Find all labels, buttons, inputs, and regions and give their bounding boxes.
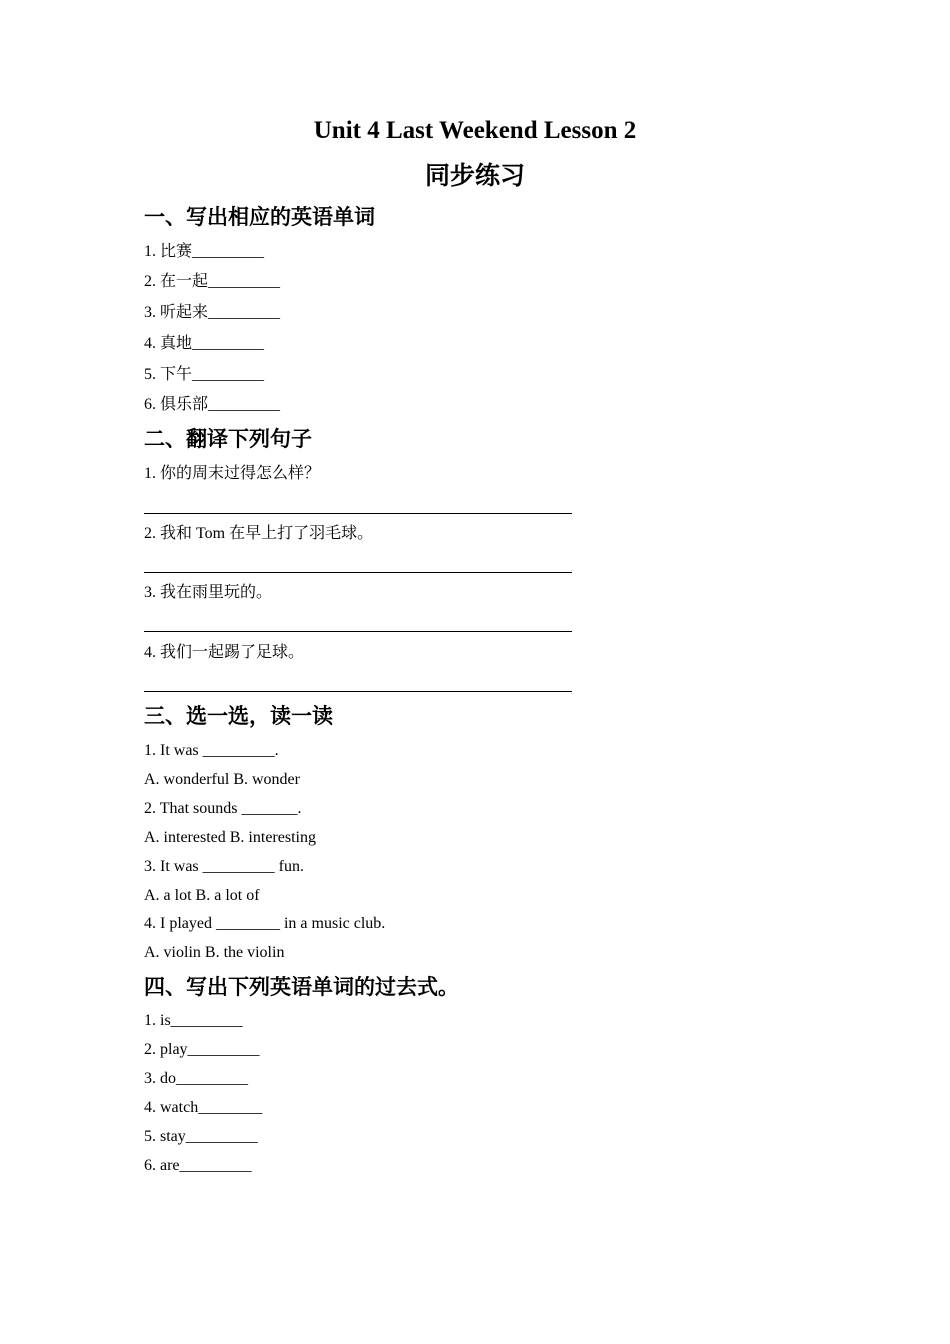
section-3-heading: 三、选一选，读一读 xyxy=(144,704,333,728)
section-4-item: 6. are_________ xyxy=(144,1157,252,1174)
section-2-heading: 二、翻译下列句子 xyxy=(144,427,312,451)
section-4-heading: 四、写出下列英语单词的过去式。 xyxy=(144,975,459,999)
section-2-item: 4. 我们一起踢了足球。 xyxy=(144,644,305,661)
section-4-item: 3. do_________ xyxy=(144,1070,248,1087)
section-1-item: 4. 真地_________ xyxy=(144,335,265,352)
section-3-options: A. wonderful B. wonder xyxy=(144,771,300,788)
section-1-item: 1. 比赛_________ xyxy=(144,243,265,260)
section-3-question: 4. I played ________ in a music club. xyxy=(144,915,386,932)
section-4-item: 4. watch________ xyxy=(144,1099,263,1116)
page-title: Unit 4 Last Weekend Lesson 2 xyxy=(313,117,637,144)
section-4-item: 2. play_________ xyxy=(144,1041,260,1058)
section-1-item: 5. 下午_________ xyxy=(144,366,265,383)
section-1-item: 3. 听起来_________ xyxy=(144,304,281,321)
section-3-question: 2. That sounds _______. xyxy=(144,800,302,817)
section-3-options: A. a lot B. a lot of xyxy=(144,887,260,904)
section-2-item: 1. 你的周末过得怎么样？ xyxy=(144,465,321,482)
section-2-item: 2. 我和 Tom 在早上打了羽毛球。 xyxy=(144,525,374,542)
answer-line xyxy=(144,691,572,692)
section-3-options: A. violin B. the violin xyxy=(144,944,285,961)
section-3-options: A. interested B. interesting xyxy=(144,829,316,846)
answer-line xyxy=(144,572,572,573)
page-subtitle: 同步练习 xyxy=(424,161,525,190)
section-3-question: 1. It was _________. xyxy=(144,742,279,759)
section-1-item: 6. 俱乐部_________ xyxy=(144,396,281,413)
section-4-item: 1. is_________ xyxy=(144,1012,243,1029)
section-3-question: 3. It was _________ fun. xyxy=(144,858,304,875)
section-2-item: 3. 我在雨里玩的。 xyxy=(144,584,273,601)
answer-line xyxy=(144,631,572,632)
answer-line xyxy=(144,513,572,514)
section-1-heading: 一、写出相应的英语单词 xyxy=(144,205,375,229)
section-4-item: 5. stay_________ xyxy=(144,1128,258,1145)
section-1-item: 2. 在一起_________ xyxy=(144,273,281,290)
